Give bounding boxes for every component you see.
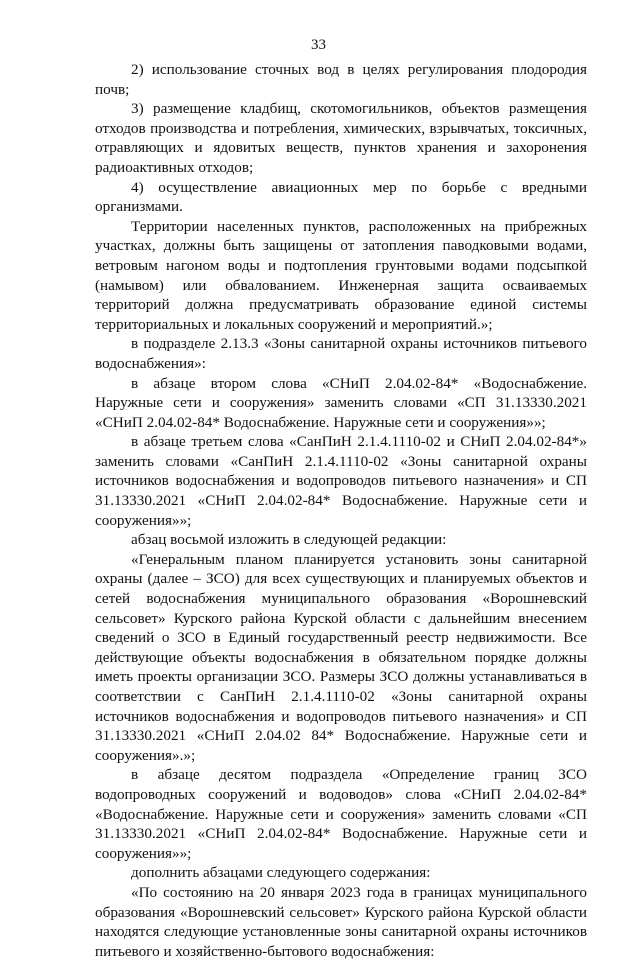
- paragraph-subsection-2-13-3: в подразделе 2.13.3 «Зоны санитарной охраны источников питьевого водоснабжения»:: [95, 335, 587, 372]
- paragraph-item-2: 2) использование сточных вод в целях регулирования плодородия почв;: [95, 61, 587, 98]
- paragraph-item-4: 4) осуществление авиационных мер по борьбе с вредными организмами.: [95, 178, 587, 216]
- paragraph-territory-protection: Территории населенных пунктов, расположенных на прибрежных участках, должны быть защищены от затопления паводковыми водами, ветровым нагоном воды и подтопления грунтовыми водами подсыпкой (намывом) или обвалованием. Инженерная защита осваиваемых территорий должна предусматривать образование единой системы территориальных и локальных сооружений и мероприятий.»;: [95, 217, 587, 333]
- paragraph-add-abzacs: дополнить абзацами следующего содержания:: [131, 864, 431, 882]
- paragraph-general-plan-zso: «Генеральным планом планируется установить зоны санитарной охраны (далее – ЗСО) для всех существующих и планируемых объектов и сетей водоснабжения муниципального образования «Ворошневский сельсовет» Курского района Курской области с дальнейшим внесением сведений о ЗСО в Единый государственный реестр недвижимости. Все действующие объекты водоснабжения в обязательном порядке должны иметь проекты организации ЗСО. Размеры ЗСО должны устанавливаться в соответствии с СанПиН 2.1.4.1110-02 «Зоны санитарной охраны источников водоснабжения и водопроводов питьевого назначения» и СП 31.13330.2021 «СНиП 2.04.02 84* Водоснабжение. Наружные сети и сооружения».»;: [95, 550, 587, 764]
- paragraph-item-3: 3) размещение кладбищ, скотомогильников, объектов размещения отходов производства и потребления, химических, взрывчатых, токсичных, отравляющих и ядовитых веществ, пунктов хранения и захоронения радиоактивных отходов;: [95, 100, 587, 176]
- paragraph-second-abzac: в абзаце втором слова «СНиП 2.04.02-84* «Водоснабжение. Наружные сети и сооружения» заменить словами «СП 31.13330.2021 «СНиП 2.04.02-84* Водоснабжение. Наружные сети и сооружения»»;: [95, 374, 587, 431]
- paragraph-tenth-abzac: в абзаце десятом подраздела «Определение границ ЗСО водопроводных сооружений и водоводов» слова «СНиП 2.04.02-84* «Водоснабжение. Наружные сети и сооружения» заменить словами «СП 31.13330.2021 «СНиП 2.04.02-84* Водоснабжение. Наружные сети и сооружения»»;: [95, 766, 587, 862]
- paragraph-third-abzac: в абзаце третьем слова «СанПиН 2.1.4.1110-02 и СНиП 2.04.02-84*» заменить словами «СанПиН 2.1.4.1110-02 «Зоны санитарной охраны источников водоснабжения и водопроводов питьевого назначения» и СП 31.13330.2021 «СНиП 2.04.02-84* Водоснабжение. Наружные сети и сооружения»»;: [95, 433, 587, 529]
- page-number: 33: [311, 37, 326, 53]
- paragraph-eighth-abzac-intro: абзац восьмой изложить в следующей редакции:: [131, 531, 447, 549]
- paragraph-status-2023: «По состоянию на 20 января 2023 года в границах муниципального образования «Ворошневский сельсовет» Курского района Курской области находятся следующие установленные зоны санитарной охраны источников питьевого и хозяйственно-бытового водоснабжения:: [95, 883, 587, 960]
- document-body: [95, 60, 587, 961]
